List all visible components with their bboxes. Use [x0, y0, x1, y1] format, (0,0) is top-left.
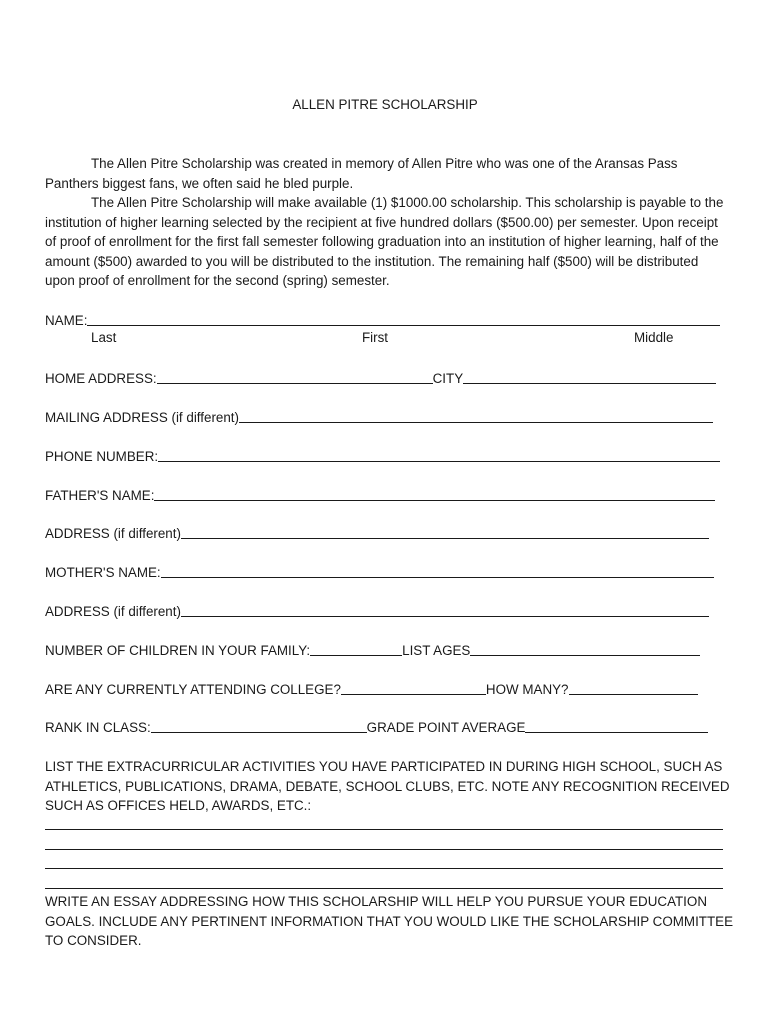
how-many-field[interactable] [569, 681, 698, 695]
city-label: CITY [432, 371, 464, 386]
city-field[interactable] [463, 370, 716, 384]
mailing-address-row [45, 408, 713, 425]
attending-field[interactable] [341, 681, 486, 695]
name-field[interactable] [87, 312, 720, 326]
mother-name-row [45, 563, 714, 580]
father-name-label: FATHER'S NAME: [45, 488, 155, 503]
name-label: NAME: [45, 313, 88, 328]
name-last-caption: Last [91, 330, 117, 345]
ages-field[interactable] [470, 642, 700, 656]
children-field[interactable] [310, 642, 402, 656]
document-title: ALLEN PITRE SCHOLARSHIP [292, 97, 478, 112]
gpa-field[interactable] [525, 719, 708, 733]
rank-field[interactable] [151, 719, 367, 733]
phone-label: PHONE NUMBER: [45, 449, 159, 464]
mother-address-row [45, 602, 709, 619]
gpa-label: GRADE POINT AVERAGE [366, 720, 526, 735]
name-first-caption: First [362, 330, 389, 345]
extracurricular-line-4[interactable] [45, 888, 723, 889]
father-address-row [45, 524, 709, 541]
phone-row [45, 447, 720, 464]
rank-label: RANK IN CLASS: [45, 720, 151, 735]
extracurricular-prompt: LIST THE EXTRACURRICULAR ACTIVITIES YOU HAVE PARTICIPATED IN DURING HIGH SCHOOL, SUCH AS ATHLETICS, PUBLICATIONS, DRAMA, DEBATE, SCHOOL CLUBS, ETC. NOTE ANY RECOGNITION RECEIVED SUCH AS OFFICES HELD, AWARDS, ETC.: [45, 759, 730, 813]
phone-field[interactable] [158, 448, 720, 462]
mother-address-field[interactable] [181, 603, 709, 617]
extracurricular-line-3[interactable] [45, 868, 723, 869]
mother-address-label: ADDRESS (if different) [45, 604, 181, 619]
attending-row [45, 680, 698, 697]
father-name-field[interactable] [154, 487, 715, 501]
ages-label: LIST AGES [402, 643, 471, 658]
home-address-label: HOME ADDRESS: [45, 371, 157, 386]
mailing-address-field[interactable] [239, 409, 713, 423]
rank-gpa-row [45, 718, 708, 735]
children-label: NUMBER OF CHILDREN IN YOUR FAMILY: [45, 643, 311, 658]
father-address-field[interactable] [181, 525, 709, 539]
mother-name-label: MOTHER'S NAME: [45, 565, 161, 580]
intro-paragraph-1: The Allen Pitre Scholarship was created in memory of Allen Pitre who was one of the Aransas Pass Panthers biggest fans, we often said he bled purple. [45, 156, 678, 191]
how-many-label: HOW MANY? [485, 682, 569, 697]
father-address-label: ADDRESS (if different) [45, 526, 181, 541]
children-row [45, 641, 700, 658]
mailing-address-label: MAILING ADDRESS (if different) [45, 410, 239, 425]
extracurricular-line-1[interactable] [45, 829, 723, 830]
extracurricular-line-2[interactable] [45, 849, 723, 850]
name-row [45, 311, 720, 328]
essay-prompt: WRITE AN ESSAY ADDRESSING HOW THIS SCHOLARSHIP WILL HELP YOU PURSUE YOUR EDUCATION GOALS. INCLUDE ANY PERTINENT INFORMATION THAT YOU WOULD LIKE THE SCHOLARSHIP COMMITTEE TO CONSIDER. [45, 894, 734, 948]
home-address-field[interactable] [157, 370, 433, 384]
mother-name-field[interactable] [161, 564, 714, 578]
intro-text [45, 154, 725, 291]
home-address-row [45, 369, 716, 386]
father-name-row [45, 486, 715, 503]
intro-paragraph-2: The Allen Pitre Scholarship will make available (1) $1000.00 scholarship. This scholarship is payable to the institution of higher learning selected by the recipient at five hundred dollars ($500.00) per semester. Upon receipt of proof of enrollment for the first fall semester following graduation into an institution of higher learning, half of the amount ($500) awarded to you will be distributed to the institution. The remaining half ($500) will be distributed upon proof of enrollment for the second (spring) semester. [45, 195, 724, 288]
name-middle-caption: Middle [634, 330, 674, 345]
attending-label: ARE ANY CURRENTLY ATTENDING COLLEGE? [45, 682, 341, 697]
